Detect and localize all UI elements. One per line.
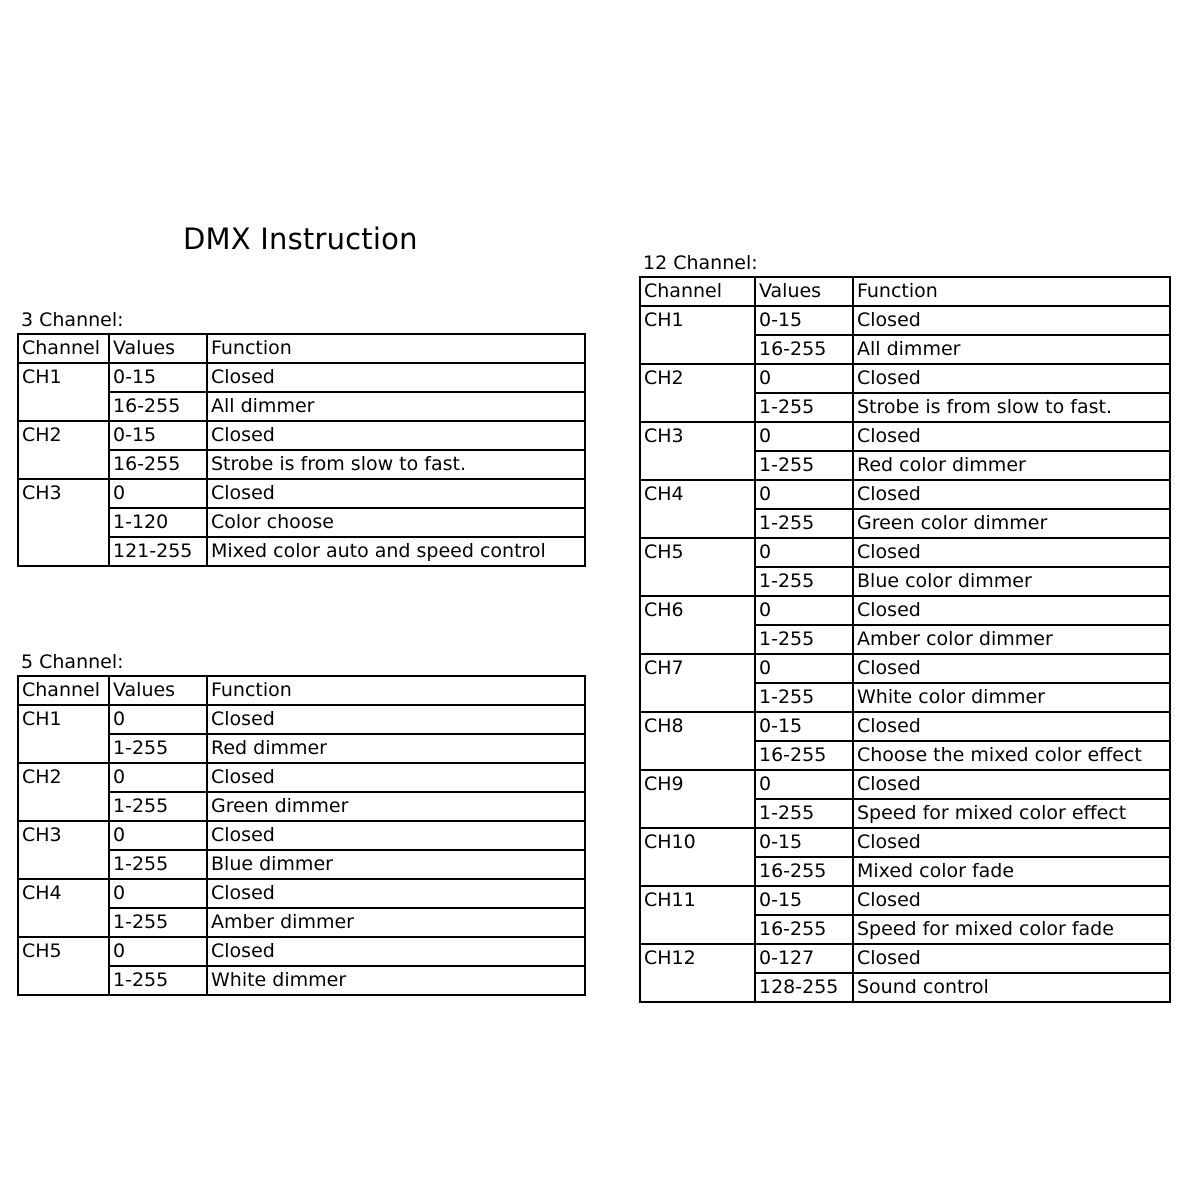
table-block-5-channel <box>17 647 586 996</box>
header-values: Values <box>109 676 207 705</box>
channel-cell: CH5 <box>640 538 755 596</box>
values-cell: 1-255 <box>755 393 853 422</box>
function-cell: Amber dimmer <box>207 908 585 937</box>
function-cell: Closed <box>853 596 1170 625</box>
values-cell: 121-255 <box>109 537 207 566</box>
table-row <box>640 422 1170 451</box>
values-cell: 0 <box>755 654 853 683</box>
values-cell: 1-255 <box>109 792 207 821</box>
values-cell: 16-255 <box>755 857 853 886</box>
values-cell: 0-15 <box>109 421 207 450</box>
channel-cell: CH5 <box>18 937 109 995</box>
function-cell: Closed <box>207 821 585 850</box>
values-cell: 0-15 <box>755 306 853 335</box>
channel-cell: CH1 <box>18 363 109 421</box>
table-title: 12 Channel: <box>643 252 758 274</box>
values-cell: 0 <box>755 422 853 451</box>
values-cell: 0-15 <box>109 363 207 392</box>
values-cell: 0-15 <box>755 712 853 741</box>
values-cell: 1-255 <box>755 683 853 712</box>
values-cell: 1-255 <box>755 799 853 828</box>
table-row <box>18 763 585 792</box>
function-cell: Red color dimmer <box>853 451 1170 480</box>
channel-cell: CH3 <box>18 821 109 879</box>
function-cell: Red dimmer <box>207 734 585 763</box>
function-cell: Closed <box>853 480 1170 509</box>
header-channel: Channel <box>18 676 109 705</box>
function-cell: Sound control <box>853 973 1170 1002</box>
channel-cell: CH12 <box>640 944 755 1002</box>
channel-cell: CH7 <box>640 654 755 712</box>
table-row <box>640 596 1170 625</box>
values-cell: 16-255 <box>755 335 853 364</box>
function-cell: Closed <box>853 306 1170 335</box>
table-row <box>640 306 1170 335</box>
table-row <box>640 364 1170 393</box>
function-cell: Mixed color fade <box>853 857 1170 886</box>
values-cell: 1-255 <box>755 567 853 596</box>
function-cell: Closed <box>853 422 1170 451</box>
values-cell: 0 <box>109 879 207 908</box>
function-cell: Green dimmer <box>207 792 585 821</box>
channel-cell: CH1 <box>640 306 755 364</box>
function-cell: Closed <box>853 654 1170 683</box>
values-cell: 1-255 <box>755 625 853 654</box>
channel-cell: CH2 <box>18 421 109 479</box>
channel-cell: CH2 <box>640 364 755 422</box>
function-cell: Closed <box>853 770 1170 799</box>
values-cell: 1-255 <box>109 908 207 937</box>
dmx-table-5-channel <box>17 675 586 996</box>
table-row <box>18 363 585 392</box>
table-row <box>640 944 1170 973</box>
values-cell: 1-255 <box>755 451 853 480</box>
function-cell: Closed <box>853 364 1170 393</box>
table-row <box>18 937 585 966</box>
values-cell: 16-255 <box>755 915 853 944</box>
table-row <box>18 879 585 908</box>
table-row <box>18 705 585 734</box>
function-cell: Green color dimmer <box>853 509 1170 538</box>
values-cell: 0 <box>109 705 207 734</box>
function-cell: Closed <box>853 944 1170 973</box>
function-cell: Closed <box>853 828 1170 857</box>
function-cell: All dimmer <box>853 335 1170 364</box>
page-title: DMX Instruction <box>183 222 418 256</box>
header-function: Function <box>853 277 1170 306</box>
values-cell: 0 <box>109 479 207 508</box>
values-cell: 16-255 <box>109 392 207 421</box>
function-cell: All dimmer <box>207 392 585 421</box>
function-cell: Strobe is from slow to fast. <box>853 393 1170 422</box>
function-cell: Closed <box>853 712 1170 741</box>
channel-cell: CH6 <box>640 596 755 654</box>
values-cell: 16-255 <box>109 450 207 479</box>
table-row <box>640 886 1170 915</box>
function-cell: Speed for mixed color effect <box>853 799 1170 828</box>
values-cell: 1-255 <box>109 734 207 763</box>
table-title: 5 Channel: <box>21 651 124 673</box>
function-cell: Blue dimmer <box>207 850 585 879</box>
values-cell: 0-15 <box>755 886 853 915</box>
table-block-12-channel <box>639 248 1171 1003</box>
function-cell: White color dimmer <box>853 683 1170 712</box>
table-row <box>18 421 585 450</box>
header-row <box>18 676 585 705</box>
values-cell: 1-120 <box>109 508 207 537</box>
table-row <box>640 770 1170 799</box>
values-cell: 16-255 <box>755 741 853 770</box>
values-cell: 0 <box>755 596 853 625</box>
channel-cell: CH1 <box>18 705 109 763</box>
values-cell: 0-127 <box>755 944 853 973</box>
function-cell: Amber color dimmer <box>853 625 1170 654</box>
channel-cell: CH11 <box>640 886 755 944</box>
function-cell: Closed <box>853 886 1170 915</box>
function-cell: Strobe is from slow to fast. <box>207 450 585 479</box>
header-function: Function <box>207 676 585 705</box>
function-cell: Closed <box>207 705 585 734</box>
values-cell: 0 <box>755 364 853 393</box>
function-cell: White dimmer <box>207 966 585 995</box>
values-cell: 0 <box>755 770 853 799</box>
values-cell: 128-255 <box>755 973 853 1002</box>
function-cell: Closed <box>207 879 585 908</box>
channel-cell: CH3 <box>640 422 755 480</box>
table-row <box>18 479 585 508</box>
header-values: Values <box>109 334 207 363</box>
values-cell: 1-255 <box>109 966 207 995</box>
header-function: Function <box>207 334 585 363</box>
function-cell: Closed <box>207 479 585 508</box>
header-row <box>640 277 1170 306</box>
table-row <box>640 538 1170 567</box>
header-channel: Channel <box>18 334 109 363</box>
function-cell: Blue color dimmer <box>853 567 1170 596</box>
channel-cell: CH9 <box>640 770 755 828</box>
values-cell: 0 <box>755 538 853 567</box>
table-row <box>640 828 1170 857</box>
function-cell: Closed <box>207 363 585 392</box>
function-cell: Color choose <box>207 508 585 537</box>
channel-cell: CH3 <box>18 479 109 566</box>
values-cell: 0 <box>109 763 207 792</box>
function-cell: Closed <box>207 763 585 792</box>
dmx-table-3-channel <box>17 333 586 567</box>
table-row <box>18 821 585 850</box>
channel-cell: CH4 <box>18 879 109 937</box>
channel-cell: CH2 <box>18 763 109 821</box>
table-block-3-channel <box>17 305 586 567</box>
values-cell: 0-15 <box>755 828 853 857</box>
function-cell: Closed <box>853 538 1170 567</box>
table-row <box>640 712 1170 741</box>
values-cell: 1-255 <box>755 509 853 538</box>
function-cell: Closed <box>207 421 585 450</box>
table-row <box>640 654 1170 683</box>
table-row <box>640 480 1170 509</box>
channel-cell: CH8 <box>640 712 755 770</box>
values-cell: 0 <box>109 821 207 850</box>
values-cell: 0 <box>755 480 853 509</box>
channel-cell: CH10 <box>640 828 755 886</box>
dmx-table-12-channel <box>639 276 1171 1003</box>
channel-cell: CH4 <box>640 480 755 538</box>
table-title: 3 Channel: <box>21 309 124 331</box>
values-cell: 0 <box>109 937 207 966</box>
header-values: Values <box>755 277 853 306</box>
header-row <box>18 334 585 363</box>
function-cell: Choose the mixed color effect <box>853 741 1170 770</box>
function-cell: Closed <box>207 937 585 966</box>
function-cell: Mixed color auto and speed control <box>207 537 585 566</box>
header-channel: Channel <box>640 277 755 306</box>
function-cell: Speed for mixed color fade <box>853 915 1170 944</box>
values-cell: 1-255 <box>109 850 207 879</box>
